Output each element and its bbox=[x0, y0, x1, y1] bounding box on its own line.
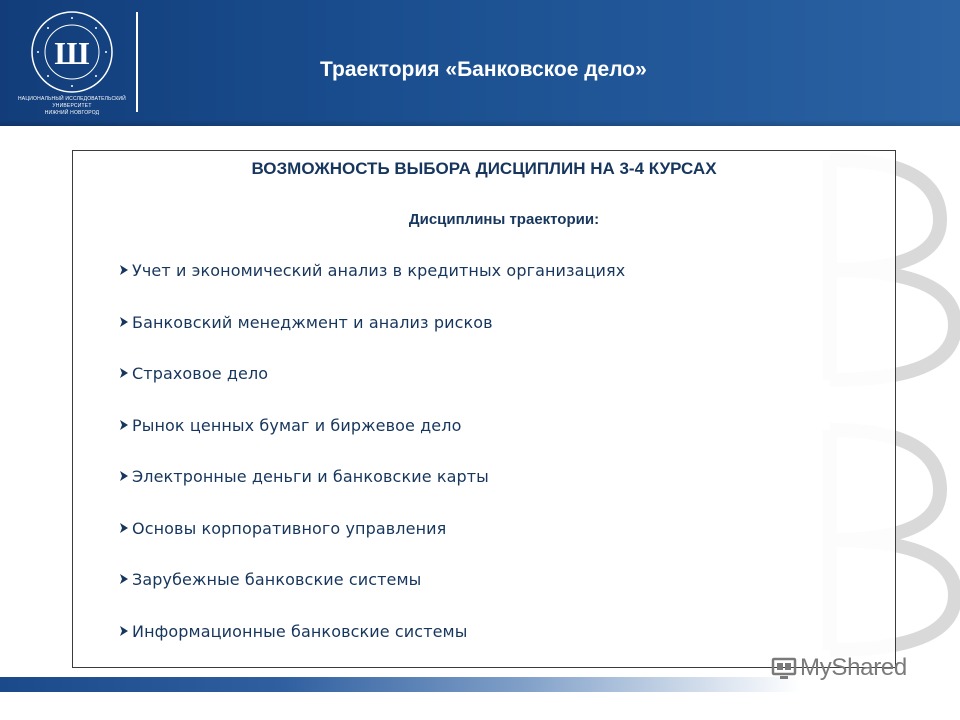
list-item bbox=[117, 467, 625, 519]
list-item-label: Рынок ценных бумаг и биржевое дело bbox=[132, 415, 462, 435]
brand-watermark bbox=[770, 654, 907, 682]
list-item bbox=[117, 313, 625, 365]
logo-caption bbox=[18, 96, 126, 117]
list-item-label: Учет и экономический анализ в кредитных организациях bbox=[132, 261, 626, 280]
footer-bar bbox=[0, 677, 800, 692]
list-item-label: Банковский менеджмент и анализ рисков bbox=[132, 312, 493, 332]
list-item bbox=[117, 416, 625, 468]
logo-line: НИЖНИЙ НОВГОРОД bbox=[44, 110, 100, 116]
arrow-bullet-icon bbox=[117, 572, 131, 586]
logo-emblem-icon bbox=[30, 10, 114, 94]
logo-line: НАЦИОНАЛЬНЫЙ ИССЛЕДОВАТЕЛЬСКИЙ bbox=[18, 96, 126, 102]
discipline-list bbox=[117, 261, 625, 673]
page-title: Траектория «Банковское дело» bbox=[320, 58, 647, 81]
university-logo bbox=[18, 10, 126, 118]
list-item bbox=[117, 570, 625, 622]
arrow-bullet-icon bbox=[117, 315, 131, 329]
arrow-bullet-icon bbox=[117, 263, 131, 277]
header-band bbox=[0, 0, 960, 126]
svg-text:Ш: Ш bbox=[54, 35, 90, 71]
list-item-label: Страховое дело bbox=[132, 364, 269, 383]
content-box bbox=[72, 150, 896, 668]
section-title: ВОЗМОЖНОСТЬ ВЫБОРА ДИСЦИПЛИН НА 3-4 КУРСАХ bbox=[251, 159, 717, 178]
list-item bbox=[117, 364, 625, 416]
list-item bbox=[117, 519, 625, 571]
arrow-bullet-icon bbox=[117, 469, 131, 483]
monitor-icon bbox=[770, 654, 798, 682]
list-item bbox=[117, 622, 625, 674]
list-item-label: Основы корпоративного управления bbox=[132, 518, 447, 538]
logo-line: УНИВЕРСИТЕТ bbox=[52, 103, 92, 109]
brand-name: MyShared bbox=[800, 654, 907, 681]
list-item-label: Зарубежные банковские системы bbox=[132, 570, 422, 589]
arrow-bullet-icon bbox=[117, 418, 131, 432]
list-item bbox=[117, 261, 625, 313]
arrow-bullet-icon bbox=[117, 521, 131, 535]
section-subtitle: Дисциплины траектории: bbox=[408, 211, 600, 228]
list-item-label: Электронные деньги и банковские карты bbox=[132, 467, 489, 486]
header-divider bbox=[136, 12, 138, 112]
arrow-bullet-icon bbox=[117, 366, 131, 380]
list-item-label: Информационные банковские системы bbox=[132, 621, 468, 641]
arrow-bullet-icon bbox=[117, 624, 131, 638]
